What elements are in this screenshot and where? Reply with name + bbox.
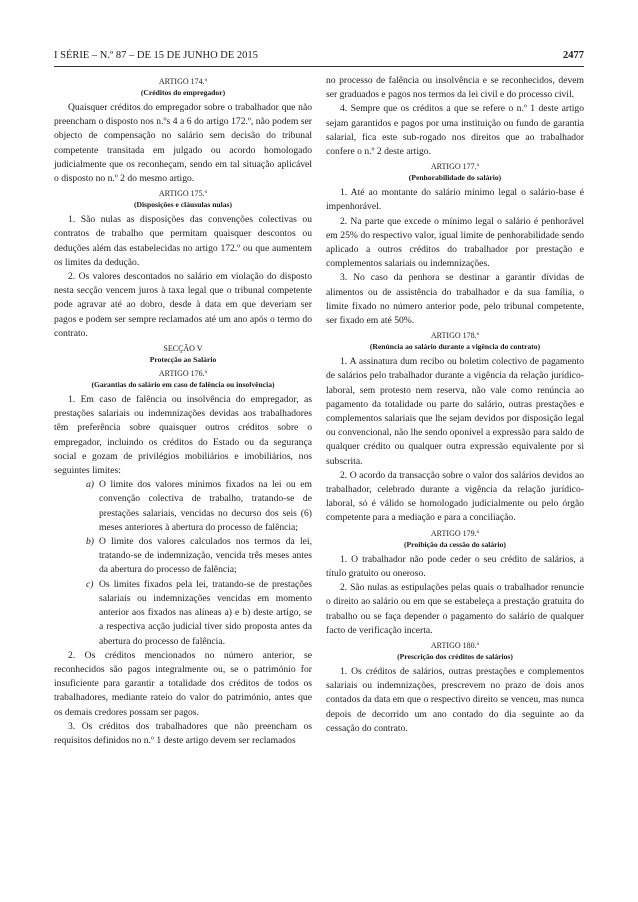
article-178-title: ARTIGO 178.º <box>430 331 480 341</box>
item-label: a) <box>86 479 94 491</box>
series-label: I SÉRIE – N.º 87 – DE 15 DE JUNHO DE 2015 <box>54 50 258 61</box>
article-178-subtitle: (Renúncia ao salário durante a vigência do contrato) <box>369 342 541 352</box>
paragraph: 1. A assinatura dum recibo ou boletim colectivo de pagamento de salários pelo trabalhador durante a vigência da relação jurídico-laboral, sem protesto nem reserva, não vale como renúncia ao pagamento da totalidade ou parte do salário, outras prestações e complementos salariais que lhe sejam devidos por disposição legal ou convencional, não lhe sendo oponível a expressão para saldo de qualquer crédito ou qualquer outra expressão equivalente por si subscrita. <box>326 356 584 467</box>
item-label: c) <box>86 578 94 590</box>
page-number: 2477 <box>563 50 584 61</box>
left-column <box>54 74 312 748</box>
article-176-subtitle: (Garantias do salário em caso de falência ou insolvência) <box>91 380 275 390</box>
article-177-title: ARTIGO 177.º <box>430 162 480 172</box>
article-180-subtitle: (Prescrição dos créditos de salários) <box>397 651 513 661</box>
list-item <box>86 535 312 578</box>
paragraph: Quaisquer créditos do empregador sobre o trabalhador que não preencham o disposto nos n.ºs 4 a 6 do artigo 172.º, não podem ser objecto de compensação no salário sem decisão do tribunal competente transitada em julgado ou acordo homologado judicialmente que os reconheçam, sendo em tal situação aplicável o disposto no n.º 2 do mesmo artigo. <box>54 102 312 185</box>
paragraph: 4. Sempre que os créditos a que se refere o n.º 1 deste artigo sejam garantidos e pagos por uma instituição ou fundo de garantia salarial, fica este sub-rogado nos direitos que ao trabalhador confere o n.º 2 deste artigo. <box>326 103 584 158</box>
paragraph: no processo de falência ou insolvência e se reconhecidos, devem ser graduados e pagos nos termos da lei civil e do processo civil. <box>326 75 584 101</box>
paragraph: 2. São nulas as estipulações pelas quais o trabalhador renuncie o direito ao salário ou em que se estabeleça a prestação gratuita do trabalho ou se faça depender o pagamento do salário de qualquer facto de verificação incerta. <box>326 582 584 636</box>
article-174-title: ARTIGO 174.º <box>158 77 208 86</box>
paragraph: 2. Os valores descontados no salário em violação do disposto nesta secção vencem juros à taxa legal que o tribunal competente pode agravar até ao dobro, desde à data em que deveriam ser pagos e podem ser sempre reclamados até um ano após o termo do contrato. <box>54 271 312 339</box>
item-text: Os limites fixados pela lei, tratando-se de prestações salariais ou indemnizações vencidas em momento anterior aos fixados nas alíneas a) e b) deste artigo, se a respectiva acção judicial tiver sido proposta antes da abertura do processo de falência. <box>99 578 312 647</box>
header-rule <box>54 66 584 67</box>
paragraph: 2. O acordo da transacção sobre o valor dos salários devidos ao trabalhador, celebrado durante a vigência da relação jurídico-laboral, só é válido se homologado judicialmente ou pelo órgão competente para a mediação e para a conciliação. <box>326 469 584 524</box>
right-column <box>326 74 584 736</box>
article-179-subtitle: (Proibição da cessão do salário) <box>404 539 506 549</box>
article-179-title: ARTIGO 179.º <box>430 528 480 538</box>
list-item <box>86 578 312 649</box>
article-176-title: ARTIGO 176.º <box>158 369 208 379</box>
paragraph: 1. O trabalhador não pode ceder o seu crédito de salários, a título gratuito ou oneroso. <box>326 553 584 579</box>
item-text: O limite dos valores calculados nos termos da lei, tratando-se de indemnização, vencida três meses antes da abertura do processo de falência; <box>99 536 312 576</box>
item-list <box>86 478 312 648</box>
article-177-subtitle: (Penhorabilidade do salário) <box>408 173 502 183</box>
section-subtitle: Protecção ao Salário <box>149 355 217 365</box>
paragraph: 2. Na parte que excede o mínimo legal o salário é penhorável em 25% do respectivo valor, igual limite de penhorabilidade sendo aplicado a outros créditos do trabalhador por prestação e complementos salariais ou indemnizações. <box>326 215 584 270</box>
item-label: b) <box>86 536 94 548</box>
paragraph: 1. Em caso de falência ou insolvência do empregador, as prestações salariais ou indemnizações devidas aos trabalhadores têm preferência sobre quaisquer outros créditos sobre o empregador, incluindo os créditos do Estado ou da segurança social e gozam de privilégios mobiliários e imobiliários, nos seguintes limites: <box>54 394 312 477</box>
article-174-subtitle: (Créditos do empregador) <box>140 88 226 97</box>
paragraph: 2. Os créditos mencionados no número anterior, se reconhecidos são pagos integralmente ou, se o património for insuficiente para garantir a totalidade dos créditos de todos os trabalhadores, mediante rateio do valor do património, antes que os demais credores possam ser pagos. <box>54 649 312 718</box>
list-item <box>86 478 312 535</box>
paragraph: 3. Os créditos dos trabalhadores que não preencham os requisitos definidos no n.º 1 deste artigo devem ser reclamados <box>54 720 312 746</box>
item-text: O limite dos valores mínimos fixados na lei ou em convenção colectiva de trabalho, tratando-se de prestações salariais, vencidas no decurso dos seis (6) meses anteriores à abertura do processo de falência; <box>99 479 312 533</box>
article-180-title: ARTIGO 180.º <box>430 640 480 650</box>
article-175-subtitle: (Disposições e cláusulas nulas) <box>133 200 233 210</box>
article-175-title: ARTIGO 175.º <box>158 189 208 199</box>
page-header <box>54 50 584 66</box>
paragraph: 1. Os créditos de salários, outras prestações e complementos salariais ou indemnizações, prescrevem no prazo de dois anos contados da data em que o respectivo direito se venceu, mas nunca depois de decorrido um ano contado do dia seguinte ao da cessação do contrato. <box>326 665 584 734</box>
section-title: SECÇÃO V <box>163 344 203 354</box>
paragraph: 1. Até ao montante do salário mínimo legal o salário-base é impenhorável. <box>326 187 584 213</box>
paragraph: 1. São nulas as disposições das convenções colectivas ou contratos de trabalho que permitam quaisquer descontos ou deduções além das estabelecidas no artigo 172.º ou que aumentem os limites da dedução. <box>54 214 312 268</box>
paragraph: 3. No caso da penhora se destinar a garantir dívidas de alimentos ou de assistência do trabalhador e da sua família, o limite fixado no número anterior pode, pelo tribunal competente, ser fixado em até 50%. <box>326 272 584 327</box>
